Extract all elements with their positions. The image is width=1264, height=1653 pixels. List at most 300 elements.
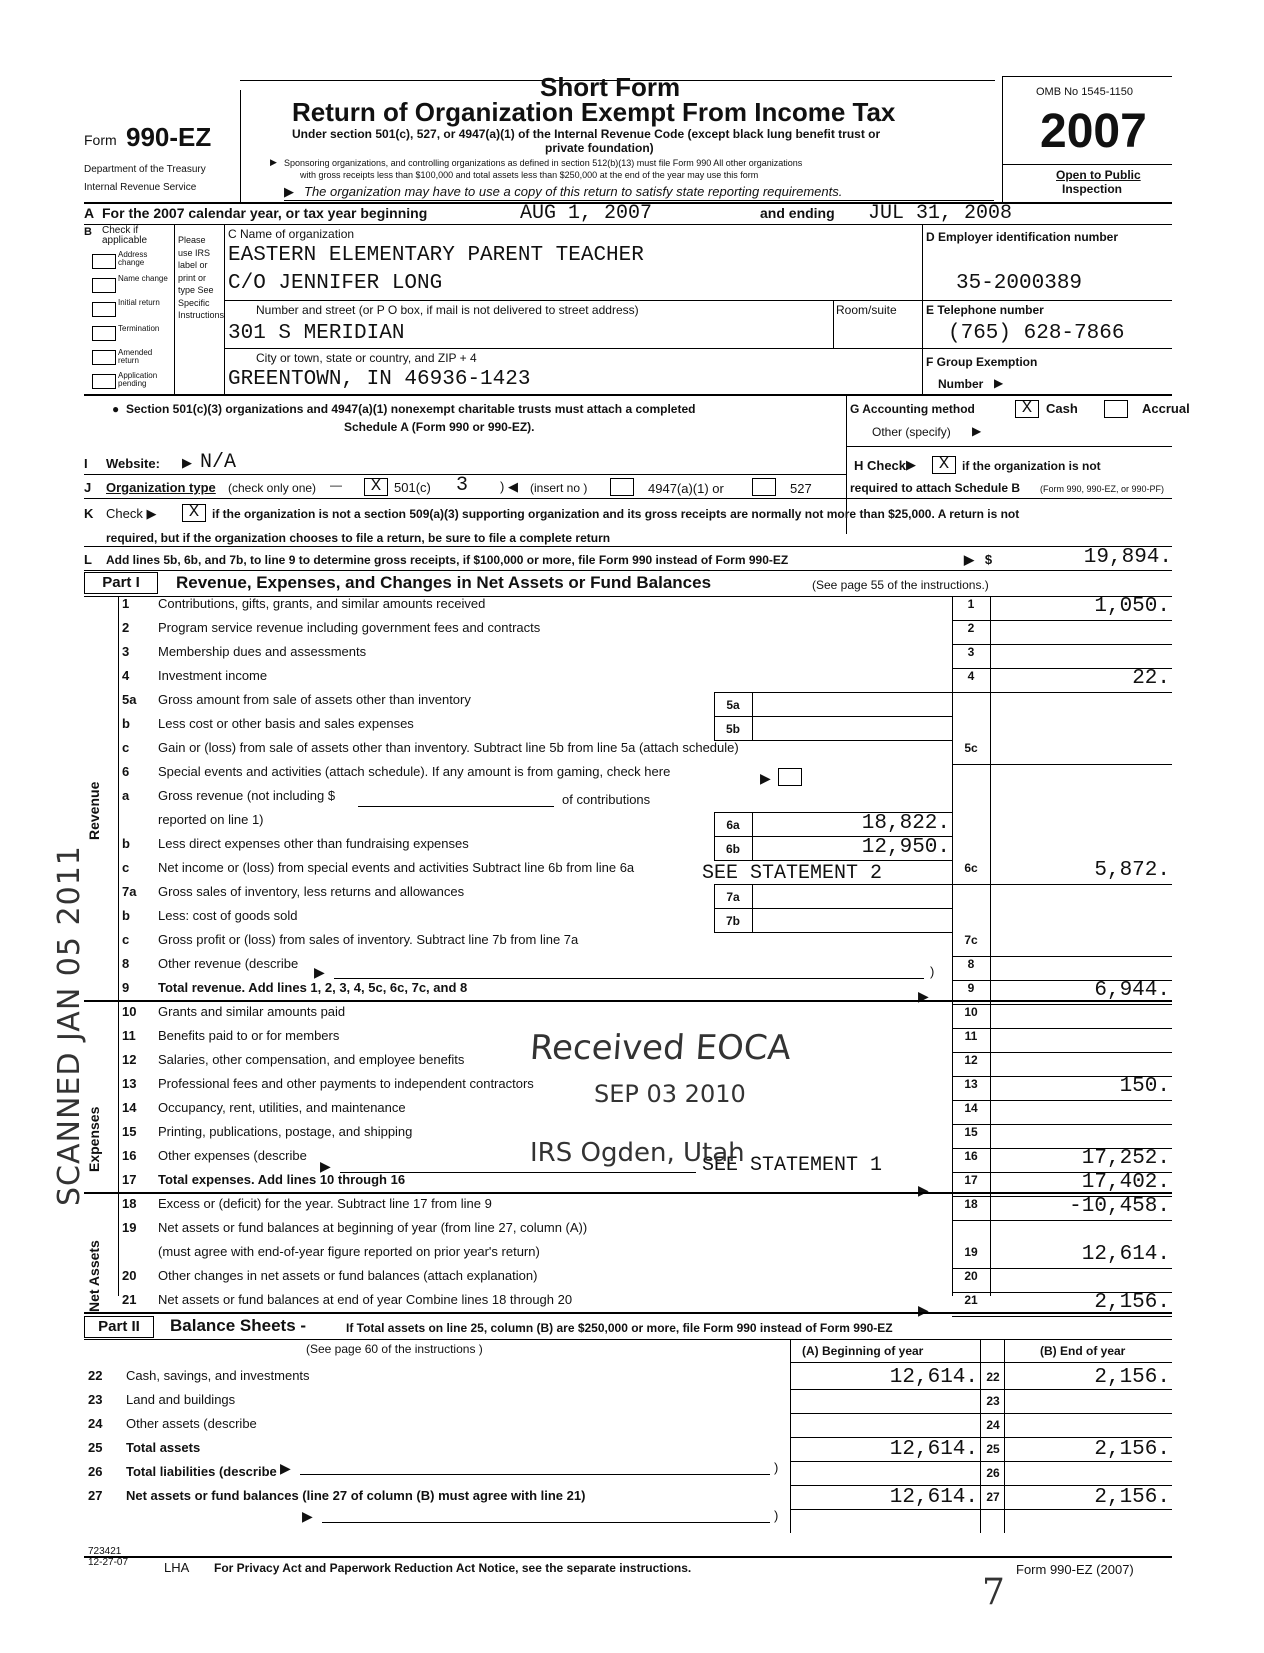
accrual-checkbox[interactable]: [1104, 400, 1128, 418]
part2-line-text: Land and buildings: [126, 1392, 236, 1407]
part1-line-number: 13: [122, 1076, 137, 1091]
sub-7a-label: 7a: [726, 890, 740, 904]
other-revenue-blank: [334, 978, 924, 979]
part1-line-text: Special events and activities (attach schedule). If any amount is from gaming, check here: [158, 764, 671, 779]
arrow-icon: ▶: [918, 1182, 929, 1198]
check-only-one: (check only one): [228, 481, 317, 495]
open-inspection: Inspection: [1062, 182, 1123, 196]
special-events-expenses-value[interactable]: 12,950.: [861, 836, 950, 859]
part1-line-number: 5a: [122, 692, 137, 707]
line-k-letter: K: [84, 506, 94, 521]
other-specify-label: Other (specify): [872, 425, 951, 439]
part1-line-box: 21: [964, 1293, 978, 1307]
sub-5b-label: 5b: [725, 722, 740, 736]
part1-line-number: 12: [122, 1052, 137, 1067]
arrow-icon: ▶: [918, 1302, 929, 1318]
part1-line-box: 19: [964, 1245, 978, 1259]
part1-line-text: Less cost or other basis and sales expenses: [158, 716, 414, 731]
rule-phone-bottom: [922, 348, 1172, 349]
part1-line-text: Salaries, other compensation, and employee benefits: [158, 1052, 465, 1067]
received-date-stamp: SEP 03 2010: [594, 1080, 746, 1108]
part2-line-number: 26: [88, 1464, 103, 1479]
part1-line-text: Gross revenue (not including $: [158, 788, 336, 803]
sponsor-note-2: with gross receipts less than $100,000 and total assets less than $250,000 at the end of the year may use this form: [300, 170, 759, 180]
col-b-header: (B) End of year: [1040, 1344, 1126, 1358]
gross-receipts-value[interactable]: 19,894.: [1083, 546, 1172, 569]
4947-checkbox[interactable]: [610, 478, 634, 496]
part1-line-number: 3: [122, 644, 130, 659]
part1-line-number: 9: [122, 980, 130, 995]
initial-return-label: Initial return: [118, 298, 160, 307]
room-divider: [833, 300, 834, 348]
527-checkbox[interactable]: [752, 478, 776, 496]
part1-line-number: 21: [122, 1292, 137, 1307]
col-a-header: (A) Beginning of year: [802, 1344, 924, 1358]
name-change-checkbox[interactable]: [92, 278, 116, 293]
4947-label: 4947(a)(1) or: [648, 481, 724, 496]
part1-line-value[interactable]: 12,614.: [1081, 1243, 1170, 1266]
paren-close: ): [930, 964, 935, 979]
rule-a-bottom: [84, 224, 1172, 225]
line-k-checkbox[interactable]: X: [182, 504, 206, 522]
insert-no-label: (insert no ): [530, 481, 588, 495]
city-state-zip[interactable]: GREENTOWN, IN 46936-1423: [228, 368, 531, 391]
part1-line-rule: [952, 884, 1172, 885]
part1-line-text: Less direct expenses other than fundraising expenses: [158, 836, 469, 851]
part1-line-box: 16: [964, 1149, 978, 1163]
part2-col-a-value[interactable]: 12,614.: [889, 1366, 978, 1389]
part1-line-rule: [952, 692, 1172, 693]
sponsor-note-1: Sponsoring organizations, and controlling organizations as defined in section 512(b)(13) must file Form 990 All other organizations: [284, 158, 803, 168]
part2-note: If Total assets on line 25, column (B) are $250,000 or more, file Form 990 instead of Form 990-EZ: [346, 1321, 893, 1335]
part2-col-a-value[interactable]: 12,614.: [889, 1486, 978, 1509]
part2-line-box: 25: [986, 1442, 1000, 1456]
part1-line-text: Gross amount from sale of assets other than inventory: [158, 692, 471, 707]
part1-line-text: (must agree with end-of-year figure reported on prior year's return): [158, 1244, 540, 1259]
line-b-letter: B: [84, 226, 92, 238]
org-name-line2[interactable]: C/O JENNIFER LONG: [228, 272, 443, 295]
org-col-divider-2: [224, 224, 225, 394]
part1-line-value[interactable]: 17,402.: [1081, 1171, 1170, 1194]
form-prefix: Form: [84, 132, 117, 148]
year-box-divider: [1002, 164, 1172, 165]
website-label: Website:: [106, 456, 160, 471]
part2-col-num-left: [980, 1339, 981, 1533]
part1-line-box: 8: [967, 957, 975, 971]
part1-line-text: Gross sales of inventory, less returns and allowances: [158, 884, 465, 899]
part1-line-number: 1: [122, 596, 130, 611]
form-footer-label: Form 990-EZ (2007): [1016, 1562, 1134, 1577]
side-label-expenses: Expenses: [86, 1106, 102, 1172]
phone-label: E Telephone number: [926, 303, 1044, 317]
ein-value[interactable]: 35-2000389: [956, 272, 1083, 295]
part2-line-box: 26: [986, 1466, 1000, 1480]
initial-return-checkbox[interactable]: [92, 302, 116, 317]
part1-line-text: Less: cost of goods sold: [158, 908, 298, 923]
part1-line-number: 10: [122, 1004, 137, 1019]
rule-footer-top: [84, 1556, 1172, 1558]
part1-line-box: 20: [964, 1269, 978, 1283]
dept-line1: Department of the Treasury: [84, 164, 206, 175]
part1-line-number: 2: [122, 620, 130, 635]
part2-line-box: 22: [986, 1370, 1000, 1384]
line-a-letter: A: [84, 205, 95, 221]
other-expenses-blank: [340, 1172, 696, 1173]
sub-7a-bottom: [714, 908, 952, 909]
501c-label: 501(c): [394, 480, 431, 495]
part1-line-box: 11: [964, 1029, 978, 1043]
part1-line-text: Membership dues and assessments: [158, 644, 367, 659]
header-left-divider: [240, 90, 241, 202]
schedule-b-checkbox[interactable]: X: [932, 456, 956, 474]
part1-line-value[interactable]: 6,944.: [1094, 979, 1170, 1002]
line-l-arrow-icon: ▶ $: [964, 552, 993, 567]
part1-line-box: 12: [964, 1053, 978, 1067]
and-ending-label: and ending: [760, 205, 835, 221]
part2-col-b-value[interactable]: 2,156.: [1094, 1486, 1170, 1509]
part1-line-text: Net assets or fund balances at beginning of year (from line 27, column (A)): [158, 1220, 588, 1235]
sub-5a-top: [714, 692, 952, 693]
part1-line-text: Contributions, gifts, grants, and similar amounts received: [158, 596, 486, 611]
line-j-letter: J: [84, 480, 92, 495]
total-liabilities-blank: [322, 1522, 770, 1523]
part1-line-text: Other revenue (describe: [158, 956, 299, 971]
part1-line-number: b: [122, 836, 130, 851]
part1-line-number: 4: [122, 668, 130, 683]
dash-icon: —: [330, 478, 342, 492]
bullet-icon: ●: [112, 402, 120, 416]
application-pending-label: Application pending: [118, 371, 158, 388]
side-label-net-assets: Net Assets: [86, 1240, 102, 1312]
k-check-label: Check ▶: [106, 506, 157, 521]
part2-col-b-value[interactable]: 2,156.: [1094, 1366, 1170, 1389]
part1-line-text: Benefits paid to or for members: [158, 1028, 340, 1043]
part1-line-value[interactable]: 17,252.: [1081, 1147, 1170, 1170]
part1-line-text: Total expenses. Add lines 10 through 16: [158, 1172, 406, 1187]
part1-line-text: Other expenses (describe: [158, 1148, 307, 1163]
org-name-label: C Name of organization: [228, 227, 355, 241]
paren-close: ): [774, 1460, 779, 1475]
part1-line-number: a: [122, 788, 130, 803]
part1-line-box: 13: [964, 1077, 978, 1091]
part1-line-box: 10: [964, 1005, 978, 1019]
part1-line-rule: [952, 764, 1172, 765]
part1-line-box: 1: [967, 597, 975, 611]
arrow-icon: ▶: [972, 424, 982, 438]
street-address[interactable]: 301 S MERIDIAN: [228, 322, 405, 345]
arrow-icon: ▶: [320, 1158, 331, 1174]
part2-line-text: Net assets or fund balances (line 27 of column (B) must agree with line 21): [126, 1488, 586, 1503]
part1-line-number: 14: [122, 1100, 137, 1115]
part1-line-value[interactable]: -10,458.: [1069, 1195, 1170, 1218]
part1-line-box: 4: [967, 669, 975, 683]
cash-label: Cash: [1046, 401, 1078, 416]
part1-title: Revenue, Expenses, and Changes in Net Assets or Fund Balances: [176, 573, 712, 592]
tax-year-begin: AUG 1, 2007: [520, 202, 653, 225]
sub-5a-bottom: [714, 716, 952, 717]
termination-checkbox[interactable]: [92, 326, 116, 341]
part1-line-text: Other changes in net assets or fund balances (attach explanation): [158, 1268, 538, 1283]
part1-line-text: Excess or (deficit) for the year. Subtract line 17 from line 9: [158, 1196, 492, 1211]
part2-col-a-value[interactable]: 12,614.: [889, 1438, 978, 1461]
h-text-1: if the organization is not: [962, 459, 1101, 473]
rule-org-bottom: [84, 394, 1172, 396]
h-check-label: H Check: [854, 458, 907, 473]
sub-5b-bottom: [714, 740, 952, 741]
part1-line-value[interactable]: 5,872.: [1094, 859, 1170, 882]
part1-line-box: 15: [964, 1125, 978, 1139]
other-assets-blank: [300, 1474, 770, 1475]
part1-line-number: 20: [122, 1268, 137, 1283]
part1-line-box: 17: [964, 1173, 978, 1187]
address-change-checkbox[interactable]: [92, 254, 116, 269]
rule-name-bottom: [224, 300, 922, 301]
part1-line-box: 18: [964, 1197, 978, 1211]
rule-k-bottom: [84, 546, 1172, 547]
name-change-label: Name change: [118, 274, 168, 283]
part1-line-box: 6c: [964, 861, 978, 875]
part1-side-col: [118, 596, 119, 1296]
amended-return-label: Amended return: [118, 348, 153, 365]
form-title-short: Short Form: [540, 72, 681, 102]
501c-number[interactable]: 3: [456, 474, 469, 497]
arrow-icon: ▶: [182, 455, 192, 470]
rule-part2-top: [84, 1339, 1172, 1340]
lha-label: LHA: [164, 1560, 190, 1575]
part1-line-text: Printing, publications, postage, and shipping: [158, 1124, 413, 1139]
part1-line-value[interactable]: 1,050.: [1094, 595, 1170, 618]
rule-part1-end: [84, 1312, 1172, 1314]
arrow-icon: ▶: [270, 157, 277, 167]
received-stamp: Received EOCA: [528, 1028, 793, 1068]
privacy-notice: For Privacy Act and Paperwork Reduction Act Notice, see the separate instructions.: [214, 1561, 692, 1575]
part2-line-number: 27: [88, 1488, 103, 1503]
501c-checkbox[interactable]: X: [364, 478, 388, 496]
part1-line-number: 16: [122, 1148, 137, 1163]
line-l-text: Add lines 5b, 6b, and 7b, to line 9 to determine gross receipts, if $100,000 or more, file Form 990 instead of Form 990-EZ: [106, 553, 789, 567]
sub-7b-bottom: [714, 932, 952, 933]
arrow-icon: ▶: [284, 184, 294, 199]
part1-line-number: 15: [122, 1124, 137, 1139]
part1-line-number: b: [122, 908, 130, 923]
part1-line-rule: [952, 1316, 1172, 1317]
amended-return-checkbox[interactable]: [92, 350, 116, 365]
sub-6b-label: 6b: [725, 842, 740, 856]
termination-label: Termination: [118, 324, 160, 333]
part1-line-text: reported on line 1): [158, 812, 264, 827]
part2-col-b-value[interactable]: 2,156.: [1094, 1438, 1170, 1461]
part2-line-number: 23: [88, 1392, 103, 1407]
dept-line2: Internal Revenue Service: [84, 182, 197, 193]
arrow-icon: ▶: [280, 1460, 291, 1476]
org-col-divider-1: [174, 224, 175, 394]
part1-line-number: 18: [122, 1196, 137, 1211]
part1-line-box: 9: [967, 981, 975, 995]
part1-line-text: Gain or (loss) from sale of assets other than inventory. Subtract line 5b from line 5a (attach schedule): [158, 740, 739, 755]
group-number-label: Number: [938, 377, 984, 391]
part1-line-text: Investment income: [158, 668, 268, 683]
arrow-icon: ▶: [314, 964, 325, 980]
org-name-line1[interactable]: EASTERN ELEMENTARY PARENT TEACHER: [228, 244, 644, 267]
part1-line-number: 7a: [122, 884, 137, 899]
part2-col-a-left: [790, 1339, 791, 1533]
part1-line-rule: [952, 1220, 1172, 1221]
part2-line-number: 25: [88, 1440, 103, 1455]
def-col-divider: [922, 224, 923, 394]
part2-line-rule: [790, 1509, 1172, 1510]
insert-arrow-icon: ) ◀: [500, 479, 518, 494]
part2-line-text: Other assets (describe: [126, 1416, 257, 1431]
part2-label: Part II: [84, 1316, 154, 1338]
h-text-3: (Form 990, 990-EZ, or 990-PF): [1040, 484, 1165, 494]
org-type-label: Organization type: [106, 480, 216, 495]
part1-line-number: 17: [122, 1172, 137, 1187]
part2-line-box: 23: [986, 1394, 1000, 1408]
part1-line-box: 3: [967, 645, 975, 659]
part1-line-text: Net income or (loss) from special events and activities Subtract line 6b from line 6a: [158, 860, 635, 875]
city-label: City or town, state or country, and ZIP + 4: [256, 351, 477, 365]
part2-title: Balance Sheets -: [170, 1316, 307, 1335]
form-subtitle-2: private foundation): [545, 141, 654, 155]
part2-line-rule: [790, 1389, 1172, 1390]
accrual-label: Accrual: [1142, 401, 1190, 416]
rule-street-bottom: [224, 348, 922, 349]
part1-line-number: c: [122, 932, 130, 947]
part1-line-number: 8: [122, 956, 130, 971]
part1-line-number: 11: [122, 1028, 136, 1043]
street-label: Number and street (or P O box, if mail is not delivered to street address): [256, 303, 639, 317]
sub-6b-bottom: [714, 860, 952, 861]
part1-line-box: 2: [967, 621, 975, 635]
part1-line-number: c: [122, 740, 130, 755]
part1-label: Part I: [84, 572, 158, 594]
part2-header-bottom: [790, 1362, 1172, 1363]
form-title: Return of Organization Exempt From Income Tax: [292, 97, 896, 127]
part1-line-number: 6: [122, 764, 130, 779]
part1-line-number: b: [122, 716, 130, 731]
tax-year-end: JUL 31, 2008: [868, 202, 1013, 225]
section501-note-2: Schedule A (Form 990 or 990-EZ).: [344, 420, 535, 434]
year-box-top: [1002, 76, 1172, 77]
sub-7b-label: 7b: [725, 914, 740, 928]
side-label-revenue: Revenue: [86, 781, 102, 840]
part2-line-rule: [790, 1461, 1172, 1462]
of-contributions-label: of contributions: [562, 792, 651, 807]
part2-line-text: Cash, savings, and investments: [126, 1368, 310, 1383]
part1-line-box: 5c: [964, 741, 978, 755]
special-events-gross-value[interactable]: 18,822.: [861, 812, 950, 835]
arrow-icon: ▶: [994, 376, 1004, 390]
part1-line-text: Gross profit or (loss) from sales of inventory. Subtract line 7b from line 7a: [158, 932, 579, 947]
part1-box-col-right: [990, 596, 991, 1296]
part2-line-box: 24: [986, 1418, 1000, 1432]
gaming-checkbox[interactable]: [778, 768, 802, 786]
sub-5a-label: 5a: [726, 698, 740, 712]
527-label: 527: [790, 481, 812, 496]
line-l-letter: L: [84, 552, 92, 567]
copy-note-underline: [284, 200, 994, 201]
scanned-stamp: SCANNED JAN 05 2011: [52, 845, 87, 1206]
arrow-icon: ▶: [906, 457, 916, 472]
please-print-label: Please use IRS label or print or type See Specific Instructions: [178, 235, 225, 320]
tax-year: 2007: [1040, 105, 1147, 158]
rule-ein-bottom: [922, 300, 1172, 301]
arrow-icon: ▶: [918, 988, 929, 1004]
check-applicable-label: Check if applicable: [102, 225, 148, 246]
accounting-method-label: G Accounting method: [850, 402, 975, 416]
year-box-left: [1002, 76, 1003, 202]
address-change-label: Address change: [118, 250, 148, 267]
line-a-label: For the 2007 calendar year, or tax year beginning: [102, 205, 428, 221]
room-suite-label: Room/suite: [836, 303, 897, 317]
website-value[interactable]: N/A: [200, 451, 237, 474]
cash-checkbox[interactable]: X: [1015, 400, 1039, 418]
part1-line-text: Program service revenue including government fees and contracts: [158, 620, 541, 635]
rule-l-bottom: [84, 570, 1172, 571]
part2-line-box: 27: [986, 1490, 1000, 1504]
part1-line-text: Occupancy, rent, utilities, and maintenance: [158, 1100, 406, 1115]
ogden-stamp: IRS Ogden, Utah: [530, 1138, 745, 1168]
footer-code: [88, 1546, 128, 1568]
part1-line-text: Total revenue. Add lines 1, 2, 3, 4, 5c, 6c, 7c, and 8: [158, 980, 468, 995]
line-k-text-2: required, but if the organization chooses to file a return, be sure to file a complete return: [106, 531, 611, 545]
part1-line-value[interactable]: 22.: [1132, 667, 1170, 690]
omb-number: OMB No 1545-1150: [1036, 86, 1134, 98]
footer-code-1: 723421: [88, 1546, 122, 1557]
part2-line-number: 22: [88, 1368, 103, 1383]
arrow-icon: ▶: [302, 1508, 313, 1524]
footer-code-2: 12-27-07: [88, 1557, 129, 1568]
part1-line-number: c: [122, 860, 130, 875]
h-text-2: required to attach Schedule B: [850, 481, 1021, 495]
gross-revenue-blank: [358, 806, 554, 807]
part1-note: (See page 55 of the instructions.): [812, 578, 989, 592]
rule-expenses-end: [84, 1192, 1172, 1194]
rule-j-bottom: [84, 498, 1172, 499]
section501-note-1: Section 501(c)(3) organizations and 4947(a)(1) nonexempt charitable trusts must attach a completed: [126, 402, 696, 416]
part2-col-b-left: [1004, 1339, 1005, 1533]
part1-line-text: Professional fees and other payments to independent contractors: [158, 1076, 534, 1091]
gaming-arrow-icon: ▶: [760, 770, 771, 786]
part1-line-text: Grants and similar amounts paid: [158, 1004, 346, 1019]
part2-line-rule: [790, 1413, 1172, 1414]
part1-line-value[interactable]: 2,156.: [1094, 1291, 1170, 1314]
paren-close: ): [774, 1508, 779, 1523]
part2-instructions: (See page 60 of the instructions ): [306, 1342, 483, 1356]
ein-label: D Employer identification number: [926, 230, 1119, 244]
phone-value[interactable]: (765) 628-7866: [948, 322, 1125, 345]
part1-line-box: 14: [964, 1101, 978, 1115]
line-k-text-1: if the organization is not a section 509(a)(3) supporting organization and its gross receipts are normally not more than $25,000. A return is not: [212, 507, 1020, 521]
statement-2-ref[interactable]: SEE STATEMENT 2: [702, 862, 883, 885]
part2-line-text: Total liabilities (describe: [126, 1464, 277, 1479]
sub-6a-label: 6a: [726, 818, 740, 832]
page-mark: 7: [982, 1572, 1005, 1613]
rule-revenue-end: [84, 1000, 1172, 1002]
copy-note: The organization may have to use a copy of this return to satisfy state reporting requirements.: [304, 184, 843, 199]
line-i-letter: I: [84, 456, 88, 471]
form-number: 990-EZ: [126, 122, 212, 152]
open-public: Open to Public: [1056, 168, 1141, 182]
statement-1-ref[interactable]: SEE STATEMENT 1: [702, 1154, 883, 1177]
part2-line-number: 24: [88, 1416, 103, 1431]
part1-line-value[interactable]: 150.: [1119, 1075, 1170, 1098]
part1-line-number: 19: [122, 1220, 137, 1235]
application-pending-checkbox[interactable]: [92, 374, 116, 389]
part1-line-box: 7c: [964, 933, 978, 947]
rule-g-bottom: [846, 446, 1172, 447]
group-exemption-label: F Group Exemption: [926, 355, 1038, 369]
